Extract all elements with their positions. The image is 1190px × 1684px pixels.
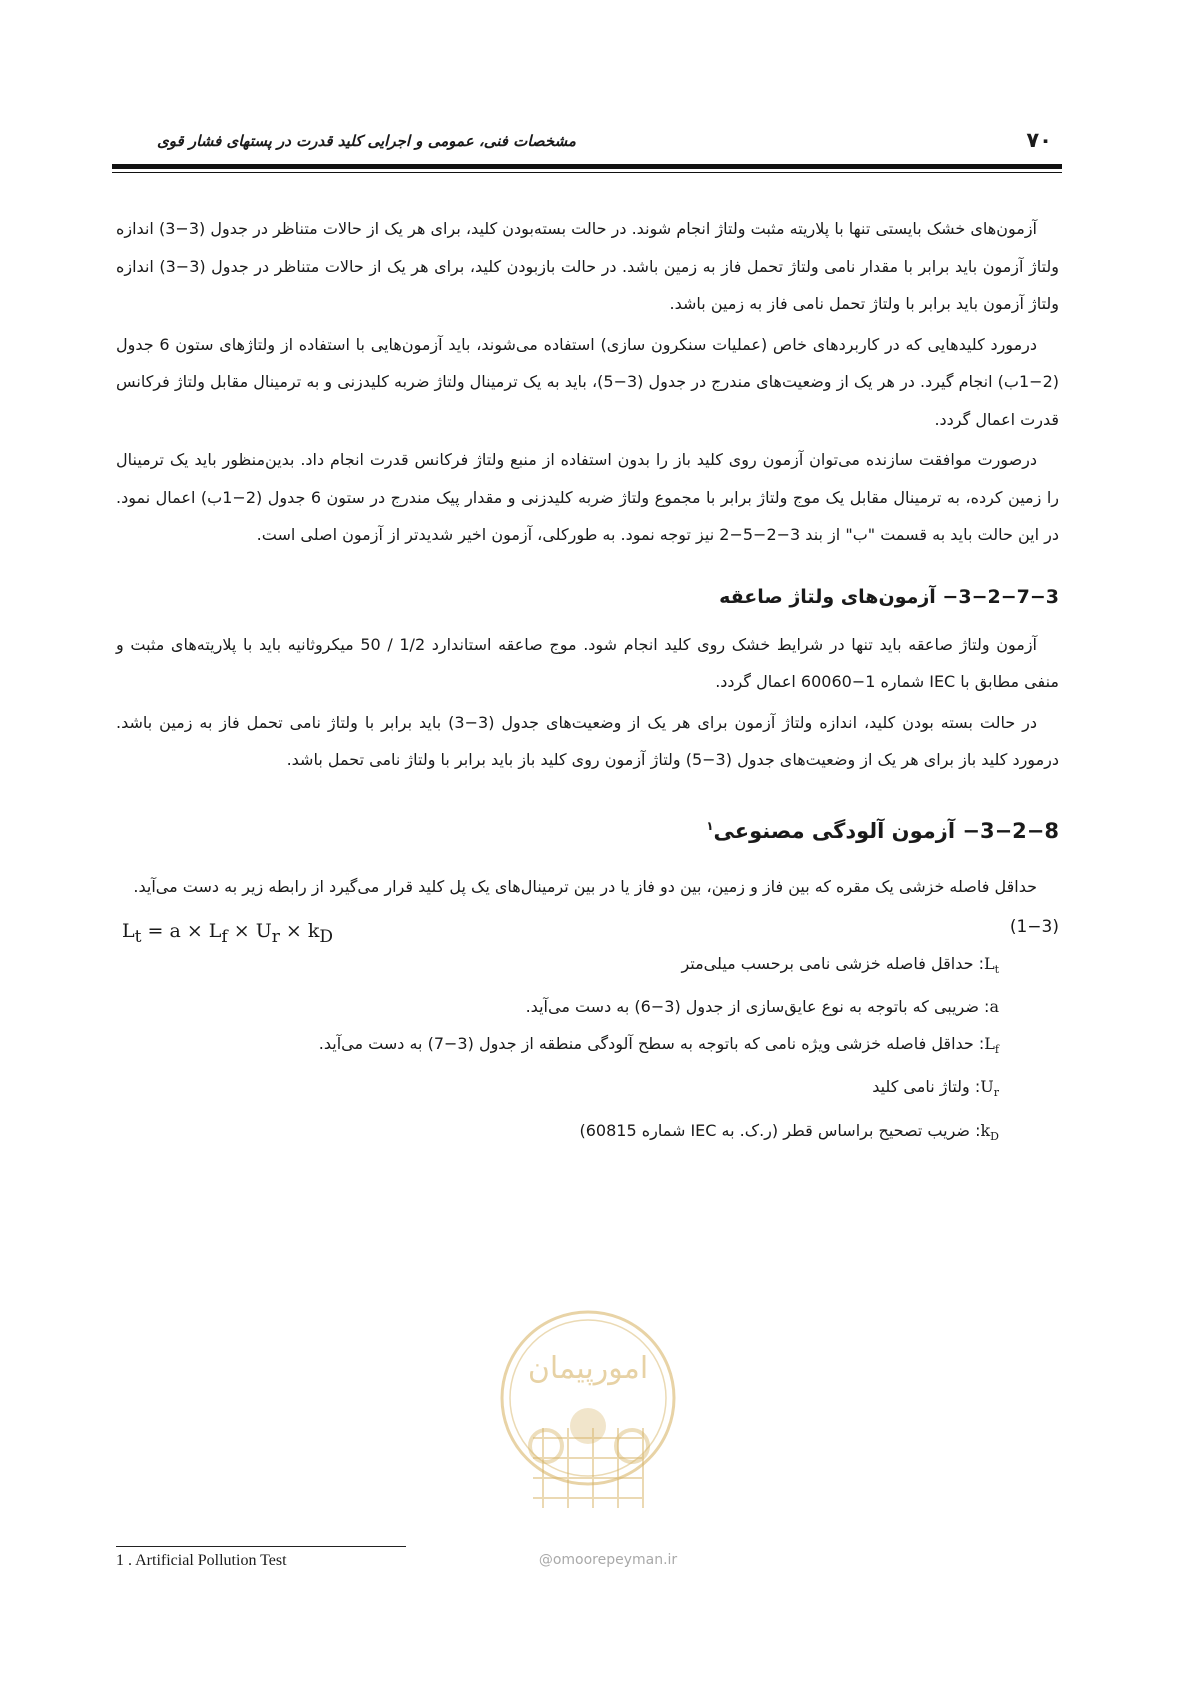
definition-text: : ضریب تصحیح براساس قطر (ر.ک. به IEC شماره 60815)	[579, 1120, 981, 1140]
footnote-rule	[116, 1546, 406, 1547]
definition-item	[116, 1112, 999, 1155]
watermark-site: @omoorepeyman.ir	[538, 1552, 678, 1568]
paragraph: درصورت موافقت سازنده می‌توان آزمون روی کلید باز را بدون استفاده از منبع ولتاژ فرکانس قدرت انجام داد. بدین‌منظور باید یک ترمینال را زمین کرده، به ترمینال مقابل یک موج ولتاژ برابر با مجموع ولتاژ ضربه کلیدزنی و مقدار پیک مندرج در ستون 6 جدول (2−1ب) اعمال نمود. در این حالت باید به قسمت "ب" از بند 3−2−5−2 نیز توجه نمود. به طورکلی، آزمون اخیر شدیدتر از آزمون اصلی است.	[116, 450, 1060, 544]
paragraph: حداقل فاصله خزشی یک مقره که بین فاز و زمین، بین دو فاز یا در بین ترمینال‌های یک پل کلید قرار می‌گیرد از رابطه زیر به دست می‌آید.	[133, 876, 1037, 896]
body-text	[116, 210, 1059, 1155]
paragraph: آزمون ولتاژ صاعقه باید تنها در شرایط خشک روی کلید انجام شود. موج صاعقه استاندارد 1/2 ∕ 50 میکروثانیه باید با پلاریته‌های مثبت و منفی مطابق با IEC شماره 1−60060 اعمال گردد.	[116, 634, 1059, 691]
equation-number: (1−3)	[1009, 917, 1059, 937]
page-header	[112, 124, 1062, 168]
header-rule	[112, 164, 1062, 169]
definitions-list	[116, 945, 999, 1155]
symbol: $L_t$	[983, 954, 999, 977]
symbol: a	[989, 997, 999, 1017]
section-heading-pollution	[116, 809, 1059, 848]
footnote: 1 . Artificial Pollution Test	[116, 1552, 287, 1569]
definition-text: : ولتاژ نامی کلید	[872, 1077, 981, 1097]
running-title: مشخصات فنی، عمومی و اجرایی کلید قدرت در پستهای فشار قوی	[157, 132, 576, 150]
paragraph: آزمون‌های خشک بایستی تنها با پلاریته مثبت ولتاژ انجام شوند. در حالت بسته‌بودن کلید، برای هر یک از حالات متناظر در جدول (3−3) اندازه ولتاژ آزمون باید برابر با مقدار نامی ولتاژ تحمل فاز به زمین باشد. در حالت بازبودن کلید، برای هر یک از حالات متناظر در جدول (3−3) اندازه ولتاژ آزمون باید برابر با ولتاژ تحمل نامی فاز به زمین باشد.	[116, 219, 1059, 313]
equation: $L_t = a \times L_f \times U_r \times k_D$	[122, 920, 334, 947]
paragraph: در حالت بسته بودن کلید، اندازه ولتاژ آزمون برای هر یک از وضعیت‌های جدول (3−3) باید برابر با ولتاژ نامی تحمل فاز به زمین باشد. درمورد کلید باز برای هر یک از وضعیت‌های جدول (3−5) ولتاژ آزمون روی کلید باز باید برابر با ولتاژ نامی تحمل باشد.	[116, 712, 1059, 769]
page-number: ۷۰	[1026, 128, 1052, 152]
definition-item	[116, 1025, 999, 1068]
footnote-marker: ۱	[706, 818, 714, 833]
paragraph: درمورد کلیدهایی که در کاربردهای خاص (عملیات سنکرون سازی) استفاده می‌شوند، باید آزمون‌هایی با استفاده از ولتاژهای ستون 6 جدول (2−1ب) انجام گیرد. در هر یک از وضعیت‌های مندرج در جدول (3−5)، باید به یک ترمینال ولتاژ ضربه کلیدزنی و به ترمینال مقابل ولتاژ فرکانس قدرت اعمال گردد.	[116, 334, 1060, 429]
equation-row	[116, 905, 1059, 945]
definition-text: : حداقل فاصله خزشی نامی برحسب میلی‌متر	[681, 954, 984, 973]
definition-item	[116, 988, 999, 1025]
symbol: $k_D$	[980, 1120, 999, 1143]
watermark-logo-text: امورپیمان	[527, 1351, 649, 1386]
section-heading-lightning: 3−2−7−3− آزمون‌های ولتاژ صاعقه	[719, 585, 1059, 608]
definition-item	[116, 1068, 999, 1111]
watermark-logo	[488, 1308, 688, 1528]
symbol: $U_r$	[980, 1077, 999, 1100]
heading-text: 3−2−8− آزمون آلودگی مصنوعی	[713, 818, 1059, 843]
header-rule-thin	[112, 172, 1062, 173]
definition-text: : حداقل فاصله خزشی ویژه نامی که باتوجه به سطح آلودگی منطقه از جدول (3−7) به دست می‌آید.	[318, 1034, 985, 1054]
definition-text: : ضریبی که باتوجه به نوع عایق‌سازی از جدول (3−6) به دست می‌آید.	[525, 997, 990, 1017]
symbol: $L_f$	[984, 1034, 999, 1057]
